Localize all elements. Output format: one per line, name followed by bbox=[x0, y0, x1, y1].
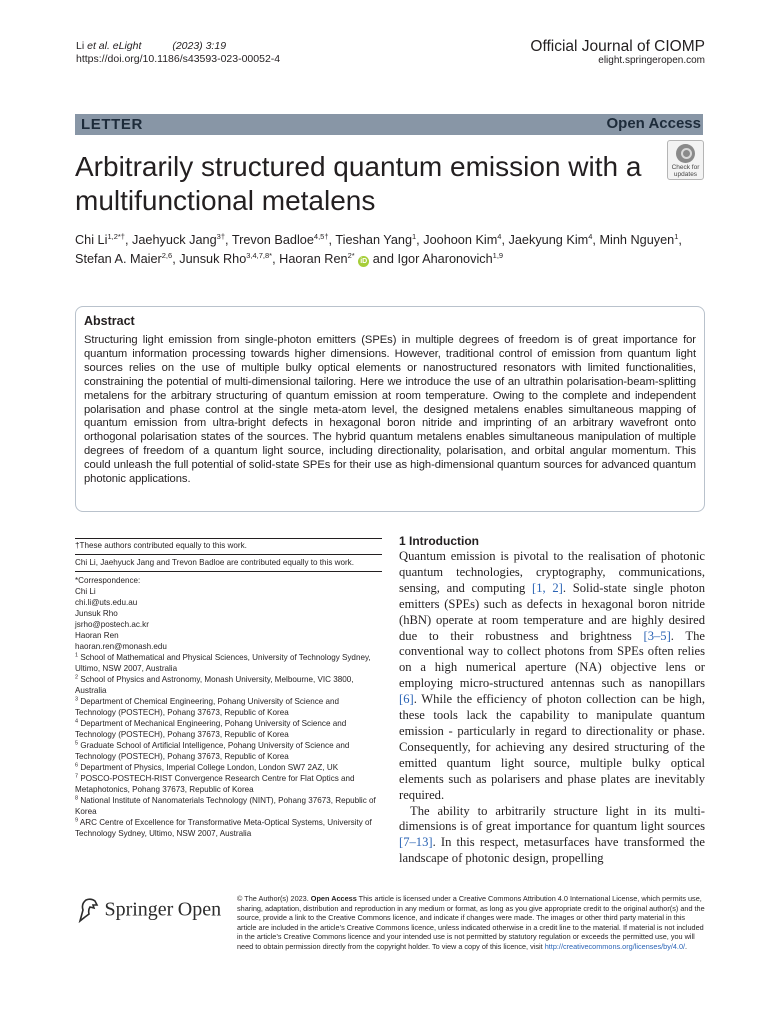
journal-url[interactable]: elight.springeropen.com bbox=[598, 55, 705, 66]
author-list: Chi $Li^{1,2*\dagger}$, Jaehyuck Jang$^{3\dagger}$, Trevon Badloe$^{4,5\dagger}$, Tieshan Yang$^1$, Joohoon Kim$^4$, Jaekyung Kim$^4$, Minh Nguyen$^1$, Stefan A. Maier$^{2,6}$, Junsuk Rho$^{3,4,7,8*}$, Haoran Ren$^{2*}$ iD and Igor Aharonovich$^{1,9}$ bbox=[75, 231, 682, 266]
doi-link[interactable]: https://doi.org/10.1186/s43593-023-00052-4 bbox=[76, 53, 281, 65]
footnote-rule bbox=[75, 571, 382, 572]
running-header bbox=[76, 40, 280, 66]
correspondence-name: Haoran Ren bbox=[75, 631, 119, 640]
brand-open: Open bbox=[177, 898, 222, 921]
check-updates-icon bbox=[676, 144, 695, 163]
citation-link[interactable]: [3–5] bbox=[643, 628, 671, 643]
author[interactable]: Stefan A. Maier$^{2,6}$ bbox=[75, 250, 173, 266]
correspondence-email[interactable]: jsrho@postech.ac.kr bbox=[75, 620, 149, 629]
affiliation: $^7$ POSCO-POSTECH-RIST Convergence Research Centre for Flat Optics and Metaphotonics, Pohang 37673, Republic of Korea bbox=[75, 773, 355, 794]
intro-paragraph-1: Quantum emission is pivotal to the realisation of photonic quantum technologies, cryptography, communications, sensing, and computing [1, 2]. Solid-state single photon emitters (SPEs) such as defects in hexagonal boron nitride (hBN) operate at room temperature and are highly desired due to their robustness and brightness [3–5]. The conventional way to collect photons from SPEs often relies on a high numerical aperture (NA) objective lens or employing micro-structured antennas such as nanopillars [6]. While the efficiency of photon collection can be high, these tools lack the capability to manipulate quantum emission - particularly in regard to directionality or phase. Consequently, for achieving any desired structuring of the emitted quantum light source, multiple bulky optical elements such as polarisers and phase plates are inevitably required. bbox=[399, 549, 706, 802]
affiliation: $^8$ National Institute of Nanomaterials Technology (NINT), Pohang 37673, Republic of Korea bbox=[75, 795, 376, 816]
correspondence-block bbox=[75, 575, 382, 839]
author[interactable]: Haoran Ren$^{2*}$ bbox=[279, 250, 355, 266]
journal-masthead bbox=[530, 38, 705, 67]
author[interactable]: Junsuk Rho$^{3,4,7,8*}$ bbox=[179, 250, 273, 266]
abstract-heading: Abstract bbox=[84, 314, 135, 328]
check-updates-line1: Check for bbox=[671, 164, 700, 171]
author[interactable]: Igor Aharonovich$^{1,9}$ bbox=[397, 250, 504, 266]
article-title: Arbitrarily structured quantum emission with a multifunctional metalens bbox=[75, 151, 642, 216]
footnote-equal-contribution: †These authors contributed equally to this work. bbox=[75, 541, 247, 550]
affiliation: $^2$ School of Physics and Astronomy, Monash University, Melbourne, VIC 3800, Australia bbox=[75, 674, 354, 695]
author[interactable]: Minh Nguyen$^1$ bbox=[599, 231, 679, 247]
correspondence-email[interactable]: haoran.ren@monash.edu bbox=[75, 642, 167, 651]
author-and: and bbox=[372, 252, 394, 266]
author[interactable]: Joohoon Kim$^4$ bbox=[423, 231, 502, 247]
correspondence-email[interactable]: chi.li@uts.edu.au bbox=[75, 598, 138, 607]
brand-springer: Springer bbox=[104, 898, 174, 921]
footnote-rule bbox=[75, 538, 382, 539]
author[interactable]: Tieshan Yang$^1$ bbox=[335, 231, 417, 247]
correspondence-name: Junsuk Rho bbox=[75, 609, 118, 618]
correspondence-label: *Correspondence: bbox=[75, 576, 141, 585]
article-type-label: LETTER bbox=[81, 116, 143, 133]
article-type-band bbox=[75, 114, 703, 135]
author[interactable]: Jaehyuck Jang$^{3\dagger}$ bbox=[132, 231, 226, 247]
citation-link[interactable]: [7–13] bbox=[399, 835, 433, 850]
orcid-icon[interactable]: iD bbox=[360, 258, 368, 265]
section-heading: 1 Introduction bbox=[399, 534, 479, 548]
author[interactable]: Jaekyung Kim$^4$ bbox=[508, 231, 593, 247]
author[interactable]: Trevon Badloe$^{4,5\dagger}$ bbox=[231, 231, 329, 247]
springer-horse-icon bbox=[76, 897, 100, 923]
affiliation: $^6$ Department of Physics, Imperial College London, London SW7 2AZ, UK bbox=[75, 762, 339, 772]
open-access-label: Open Access bbox=[606, 115, 701, 132]
introduction-section bbox=[399, 534, 705, 867]
header-journal: eLight bbox=[112, 40, 142, 52]
header-author: Li bbox=[76, 40, 85, 52]
affiliation: $^4$ Department of Mechanical Engineering, Pohang University of Science and Technology (POSTECH), Pohang 37673, Republic of Korea bbox=[75, 718, 347, 739]
footnote-equal-contribution-2: Chi Li, Jaehyuck Jang and Trevon Badloe are contributed equally to this work. bbox=[75, 558, 354, 567]
affiliation: $^1$ School of Mathematical and Physical Sciences, University of Technology Sydney, Ultimo, NSW 2007, Australia bbox=[75, 652, 371, 673]
affiliation: $^5$ Graduate School of Artificial Intelligence, Pohang University of Science and Technology (POSTECH), Pohang 37673, Republic of Korea bbox=[75, 740, 350, 761]
correspondence-name: Chi Li bbox=[75, 587, 96, 596]
citation-link[interactable]: [6] bbox=[399, 692, 414, 707]
citation-link[interactable]: [1, 2] bbox=[532, 580, 563, 595]
license-text: © The Author(s) 2023. Open Access This article is licensed under a Creative Commons Attribution 4.0 International License, which permits use, sharing, adaptation, distribution and reproduction in any medium or format, as long as you give appropriate credit to the original author(s) and the source, provide a link to the Creative Commons licence, and indicate if changes were made. The images or other third party material in this article are included in the article’s Creative Commons licence, unless indicated otherwise in a credit line to the material. If material is not included in the article’s Creative Commons licence and your intended use is not permitted by statutory regulation or exceeds the permitted use, you will need to obtain permission directly from the copyright holder. To view a copy of this licence, visit http://creativecommons.org/licenses/by/4.0/. bbox=[237, 894, 705, 951]
abstract-text: Structuring light emission from single-photon emitters (SPEs) in multiple degrees of freedom is of great importance for quantum information processing towards higher dimensions. However, traditional control of emission from quantum light sources relies on the use of multiple bulky optical elements or nanostructured resonators with limited functionalities, constraining the potential of multi-dimensional tailoring. Here we introduce the use of an ultrathin polarisation-beam-splitting metalens for the arbitrary structuring of quantum emission at room temperature. Owing to the complete and independent polarisation and phase control at the single meta-atom level, the designed metalens enables simultaneous mapping of quantum emission from ultra-bright defects in hexagonal boron nitride and imprinting of an arbitrary wavefront onto orthogonal polarisation states of the sources. The hybrid quantum metalens enables simultaneous manipulation of multiple degrees of freedom of a quantum light source, including directionality, polarisation, and orbital angular momentum. This could unleash the full potential of solid-state SPEs for their use as high-dimensional quantum sources for advanced quantum photonic applications. bbox=[84, 334, 696, 486]
intro-paragraph-2: The ability to arbitrarily structure light in its multi-dimensions is of great importance for quantum light sources [7–13]. In this respect, metasurfaces have transformed the landscape of photonic design, propelling bbox=[399, 803, 705, 866]
footnote-rule bbox=[75, 554, 382, 555]
abstract-box bbox=[75, 306, 705, 512]
license-link[interactable]: http://creativecommons.org/licenses/by/4.0/ bbox=[544, 941, 686, 951]
springer-open-logo bbox=[76, 897, 221, 923]
journal-title: Official Journal of CIOMP bbox=[530, 38, 705, 55]
affiliation: $^3$ Department of Chemical Engineering, Pohang University of Science and Technology (POSTECH), Pohang 37673, Republic of Korea bbox=[75, 696, 340, 717]
affiliation: $^9$ ARC Centre of Excellence for Transformative Meta-Optical Systems, University of Technology Sydney, Ultimo, NSW 2007, Australia bbox=[75, 817, 372, 838]
check-updates-line2: updates bbox=[673, 171, 698, 178]
header-et-al: et al. bbox=[87, 40, 110, 52]
check-for-updates-button[interactable] bbox=[667, 140, 704, 180]
author[interactable]: Chi $Li^{1,2*\dagger}$ bbox=[75, 231, 125, 247]
header-year-volume: (2023) 3:19 bbox=[172, 40, 227, 52]
